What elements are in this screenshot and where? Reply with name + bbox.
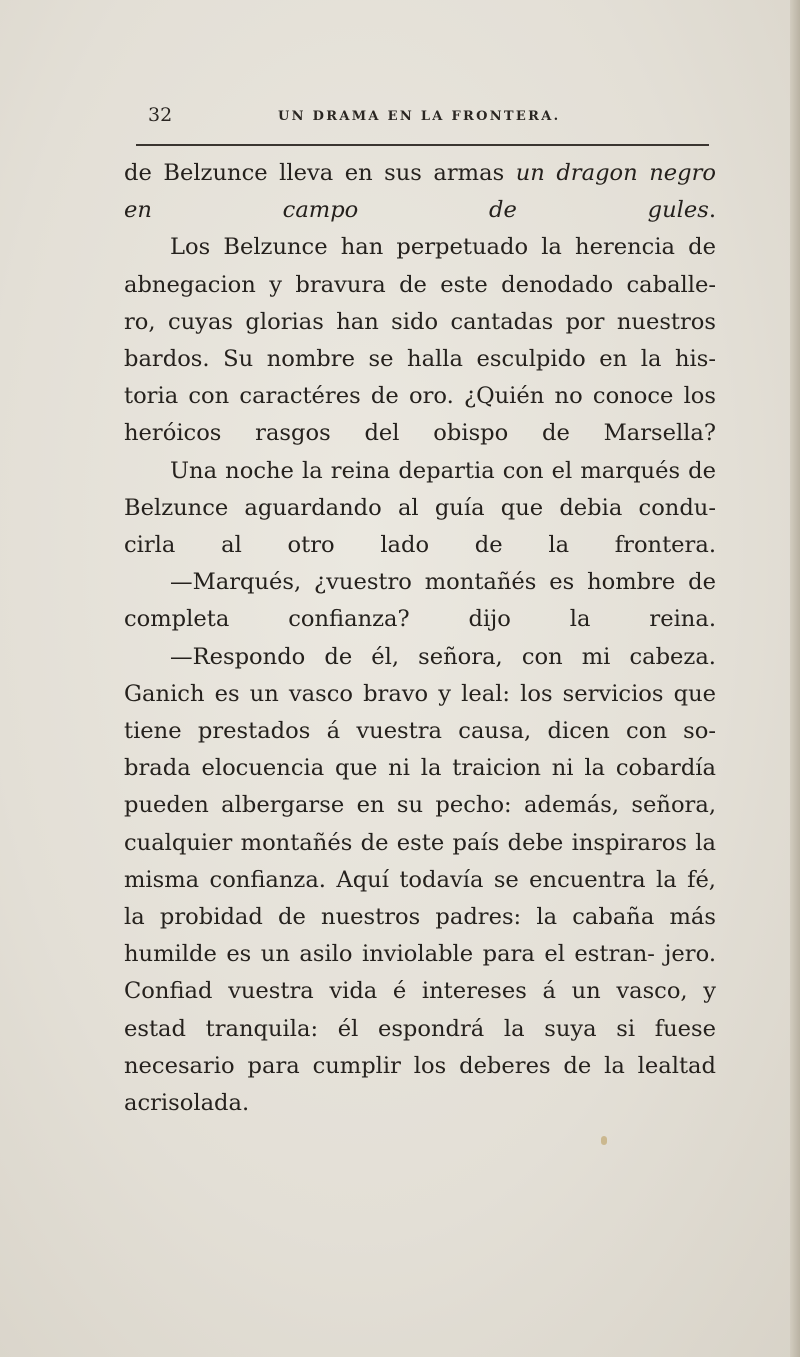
paragraph-belzunce-legacy: Los Belzunce han perpetuado la herencia de abnegacion y bravura de este denodado caballe- ro, cuyas glorias han sido cantadas por nuestros bardos. Su nombre se halla esculpido en la his- toria con caractéres de oro. ¿Quién no conoce los heróicos rasgos del obispo de Marsella? [124,234,716,447]
dialogue-queen-question: —Marqués, ¿vuestro montañés es hombre de completa confianza? dijo la reina. [124,569,716,633]
header-rule [136,144,709,146]
heraldic-description: un dragon negro en campo de gules [124,160,716,224]
page-edge [790,0,800,1357]
dialogue-marques-answer: —Respondo de él, señora, con mi cabeza. Ganich es un vasco bravo y leal: los servicios que tiene prestados á vuestra causa, dicen con so- brada elocuencia que ni la traicion ni la cobardía pueden albergarse en su pecho: además, señora, cualquier montañés de este país debe inspiraros la misma confianza. Aquí todavía se encuentra la fé, la probidad de nuestros padres: la cabaña más humilde es un asilo inviolable para el estran- jero. Confiad vuestra vida é intereses á un vasco, y estad tranquila: él espondrá la suya si fuese necesario para cumplir los deberes de la lealtad acrisolada. [124,643,716,1117]
paragraph-queen-night: Una noche la reina departia con el marqués de Belzunce aguardando al guía que debia condu- cirla al otro lado de la frontera. [124,457,716,559]
running-title: UN DRAMA EN LA FRONTERA. [278,109,561,124]
page-header [138,100,708,132]
paragraph-continuation [124,155,716,229]
paragraph-lead: de Belzunce lleva en sus armas [124,160,516,186]
paper-speck [601,1136,607,1145]
body-text [124,155,716,1122]
paragraph-tail: . [708,197,716,224]
page-number: 32 [148,104,173,126]
